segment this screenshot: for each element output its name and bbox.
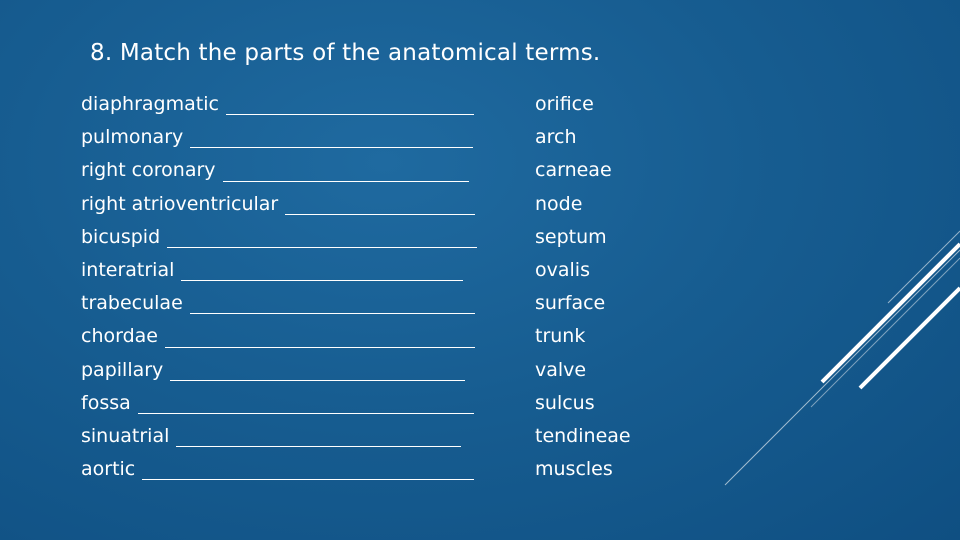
right-term: ovalis: [535, 259, 590, 282]
right-term: septum: [535, 225, 607, 248]
right-term: carneae: [535, 159, 612, 182]
left-term: pulmonary: [81, 126, 184, 149]
right-term: arch: [535, 126, 577, 149]
left-term: chordae: [81, 325, 158, 348]
left-term: interatrial: [81, 259, 175, 282]
deco-line: [888, 231, 960, 303]
deco-line: [860, 288, 960, 388]
right-term: muscles: [535, 458, 613, 481]
right-term: sulcus: [535, 391, 595, 414]
right-term: orifice: [535, 93, 594, 115]
deco-line: [725, 250, 960, 485]
right-term: valve: [535, 358, 587, 381]
deco-line: [811, 258, 960, 407]
left-term: trabeculae: [81, 292, 183, 315]
slide-title: 8. Match the parts of the anatomical terms.: [90, 40, 601, 66]
right-term: node: [535, 192, 583, 215]
deco-line: [822, 244, 960, 382]
left-term: sinuatrial: [81, 425, 170, 448]
left-term: bicuspid: [81, 225, 161, 248]
left-term: diaphragmatic: [81, 93, 219, 115]
left-term: right coronary: [81, 159, 216, 182]
left-term: fossa: [81, 391, 131, 414]
left-term: papillary: [81, 358, 164, 381]
right-term: trunk: [535, 325, 586, 348]
right-term: tendineae: [535, 425, 631, 448]
left-term: aortic: [81, 458, 136, 481]
left-term: right atrioventricular: [81, 192, 279, 215]
right-term: surface: [535, 292, 606, 315]
